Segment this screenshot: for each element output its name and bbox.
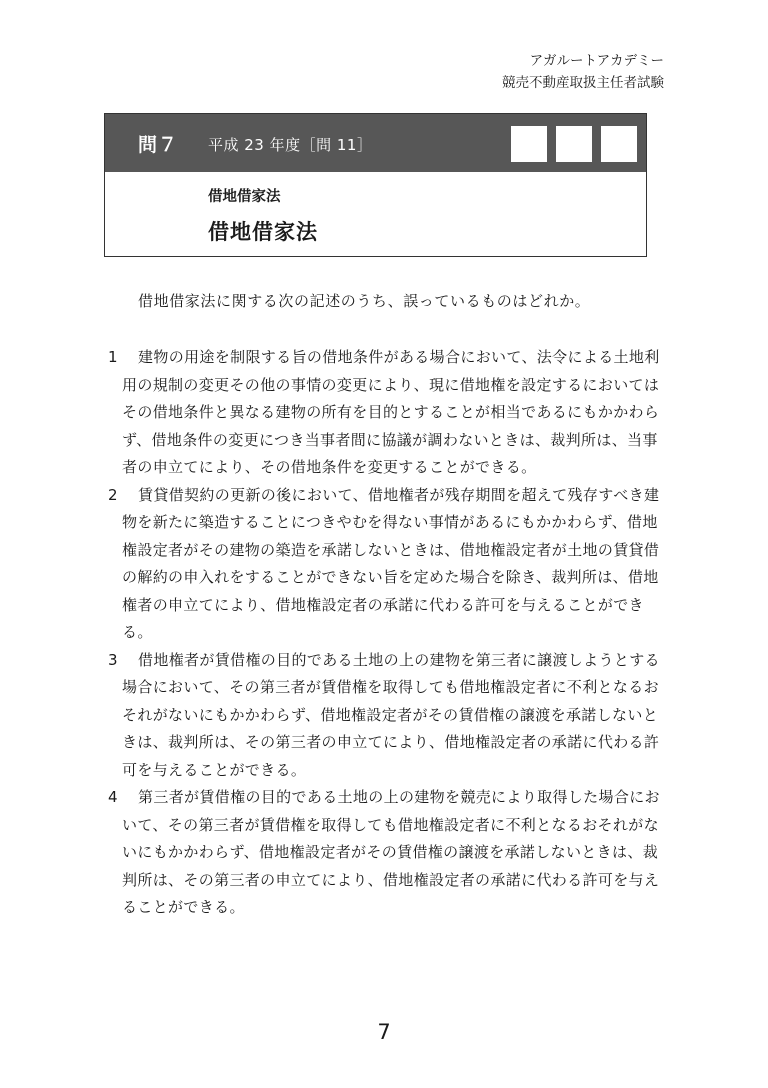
question-text: 借地借家法に関する次の記述のうち、誤っているものはどれか。 xyxy=(138,292,591,310)
choice-text: 借地権者が賃借権の目的である土地の上の建物を第三者に譲渡しようとする場合において、その第三者が賃借権を取得しても借地権設定者に不利となるおそれがないにもかかわらず、借地権設定者がその賃借権の譲渡を承諾しないときは、裁判所は、その第三者の申立てにより、借地権設定者の承諾に代わる許可を与えることができる。 xyxy=(122,650,660,779)
choice-number: 1 xyxy=(108,348,118,366)
question-number: 問７ xyxy=(138,134,179,156)
question-category: 借地借家法 xyxy=(208,189,281,205)
exam-name: 競売不動産取扱主任者試験 xyxy=(502,75,664,91)
choice-number: 3 xyxy=(108,650,118,669)
choice-text: 第三者が賃借権の目的である土地の上の建物を競売により取得した場合において、その第三者が賃借権を取得しても借地権設定者に不利となるおそれがないにもかかわらず、借地権設定者がその賃借権の譲渡を承諾しないときは、裁判所は、その第三者の申立てにより、借地権設定者の承諾に代わる許可を与えることができる。 xyxy=(122,788,660,916)
choice-text: 建物の用途を制限する旨の借地条件がある場合において、法令による土地利用の規制の変更その他の事情の変更により、現に借地権を設定するにおいてはその借地条件と異なる建物の所有を目的とすることが相当であるにもかかわらず、借地条件の変更につき当事者間に協議が調わないときは、裁判所は、当事者の申立てにより、その借地条件を変更することができる。 xyxy=(122,348,660,476)
question-year: 平成 23 年度［問 11］ xyxy=(208,136,373,154)
choice-text: 賃貸借契約の更新の後において、借地権者が残存期間を超えて残存すべき建物を新たに築造することにつきやむを得ない事情があるにもかかわらず、借地権設定者がその建物の築造を承諾しないときは、借地権設定者が土地の賃貸借の解約の申入れをすることができない旨を定めた場合を除き、裁判所は、借地権者の申立てにより、借地権設定者の承諾に代わる許可を与えることができる。 xyxy=(122,485,660,641)
choice-number: 2 xyxy=(108,485,118,504)
choice-item xyxy=(108,784,668,922)
choice-item xyxy=(108,647,668,785)
question-header-box xyxy=(104,113,647,257)
question-title-bar xyxy=(105,114,646,172)
check-box-2[interactable] xyxy=(556,126,592,162)
document-header xyxy=(502,50,664,94)
choice-number: 4 xyxy=(108,788,118,806)
choice-item xyxy=(108,344,668,482)
question-topic: 借地借家法 xyxy=(208,220,318,244)
choice-item xyxy=(108,482,668,647)
publisher-name: アガルートアカデミー xyxy=(529,53,664,69)
choice-list xyxy=(108,344,668,922)
check-box-1[interactable] xyxy=(511,126,547,162)
check-box-3[interactable] xyxy=(601,126,637,162)
page-number: 7 xyxy=(377,1020,391,1044)
